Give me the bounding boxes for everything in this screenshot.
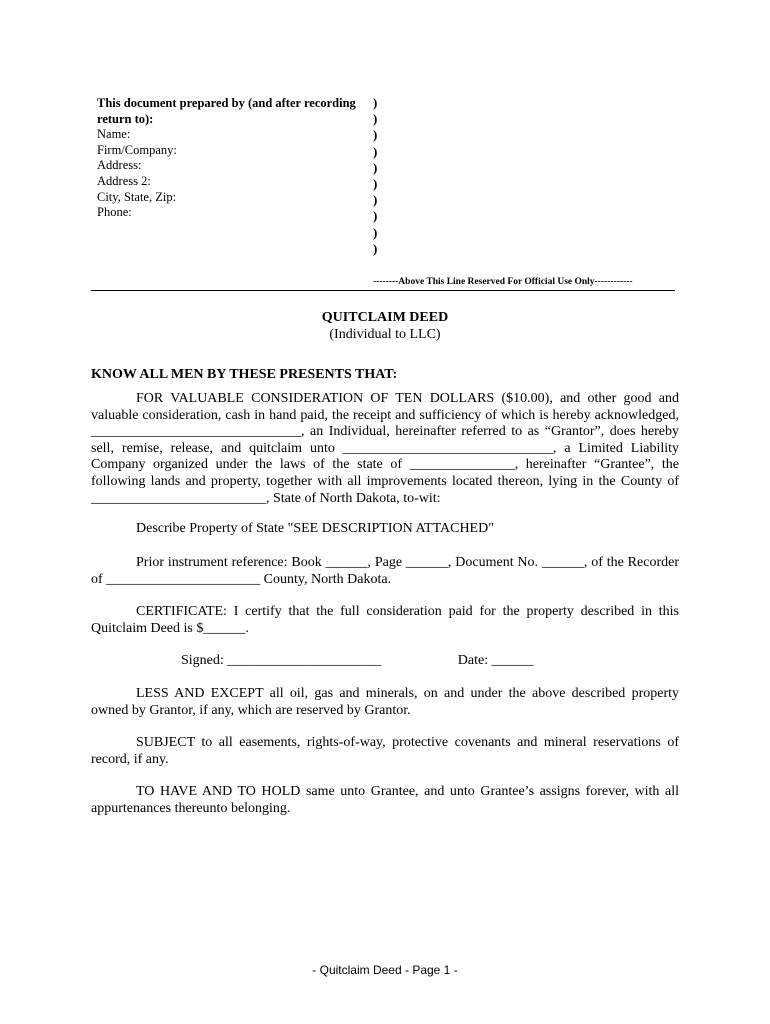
- prior-reference-paragraph: [91, 555, 679, 588]
- describe-paragraph: [91, 521, 679, 538]
- document-title: QUITCLAIM DEED: [321, 310, 449, 325]
- prepared-by-name-label: Name:: [97, 127, 131, 142]
- habendum-paragraph: [91, 784, 679, 817]
- signature-line: [91, 653, 679, 670]
- bracket-mark: ): [373, 224, 378, 240]
- state-text: , hereinafter “Grantee”, the following lands and property, together with all improvements located thereon, lying in the County of: [91, 457, 679, 489]
- prepared-by-address-label: Address:: [97, 158, 142, 173]
- prepared-by-address2-label: Address 2:: [97, 173, 151, 188]
- grantee-text: , a Limited Liability Company organized under the laws of the state of: [91, 440, 680, 473]
- document-subtitle: (Individual to LLC): [329, 327, 441, 342]
- grantee-blank: ______________________________: [342, 440, 553, 456]
- page-footer: - Quitclaim Deed - Page 1 -: [312, 963, 458, 977]
- county-text: , State of North Dakota, to-wit:: [266, 490, 441, 506]
- date-label: Date: ______: [457, 653, 534, 668]
- describe-text: Describe Property of State "SEE DESCRIPTION ATTACHED": [136, 521, 494, 536]
- grantor-text: , an Individual, hereinafter referred to as “Grantor”, does hereby sell, remise, release, and quitclaim unto: [91, 424, 679, 456]
- state-blank: _______________: [409, 457, 515, 473]
- official-use-notice: --------Above This Line Reserved For Official Use Only------------: [373, 277, 633, 287]
- prepared-by-heading: This document prepared by (and after recording return to):: [97, 96, 356, 126]
- subject-text: SUBJECT to all easements, rights-of-way, protective covenants and mineral reservations of record, if any.: [91, 735, 679, 767]
- certificate-paragraph: [91, 604, 679, 637]
- less-except-paragraph: [91, 686, 679, 719]
- county-blank: _________________________: [91, 490, 266, 506]
- recording-divider: [91, 290, 675, 291]
- bracket-mark: ): [373, 192, 378, 208]
- prepared-by-firm-label: Firm/Company:: [97, 142, 177, 157]
- prepared-by-block: [97, 96, 377, 221]
- bracket-mark: ): [373, 240, 378, 256]
- prepared-by-city-label: City, State, Zip:: [97, 189, 177, 204]
- certificate-text: CERTIFICATE: I certify that the full consideration paid for the property described in this Quitclaim Deed is $______.: [91, 604, 679, 636]
- prepared-by-phone-label: Phone:: [97, 205, 132, 220]
- signed-label: Signed: ______________________: [181, 653, 382, 668]
- habendum-text: TO HAVE AND TO HOLD same unto Grantee, and unto Grantee’s assigns forever, with all appurtenances thereunto belonging.: [91, 784, 679, 816]
- bracket-mark: ): [373, 143, 378, 159]
- bracket-mark: ): [373, 127, 378, 143]
- consideration-paragraph: [91, 391, 679, 507]
- bracket-mark: ): [373, 208, 378, 224]
- bracket-mark: ): [373, 111, 378, 127]
- grantor-blank: ______________________________: [91, 424, 301, 440]
- bracket-mark: ): [373, 159, 378, 175]
- less-except-text: LESS AND EXCEPT all oil, gas and minerals, on and under the above described property owned by Grantor, if any, which are reserved by Grantor.: [91, 686, 679, 718]
- bracket-mark: ): [373, 176, 378, 192]
- prior-reference-text: Prior instrument reference: Book ______, Page ______, Document No. ______, of the Recorder of ______________________ County, North Dakota.: [91, 555, 679, 587]
- intro-heading: KNOW ALL MEN BY THESE PRESENTS THAT:: [91, 367, 398, 382]
- bracket-mark: ): [373, 95, 378, 110]
- subject-paragraph: [91, 735, 679, 768]
- consideration-text: FOR VALUABLE CONSIDERATION OF TEN DOLLARS ($10.00), and other good and valuable consideration, cash in hand paid, the receipt and sufficiency of which is hereby acknowledged,: [91, 391, 679, 423]
- bracket-column: [373, 95, 377, 257]
